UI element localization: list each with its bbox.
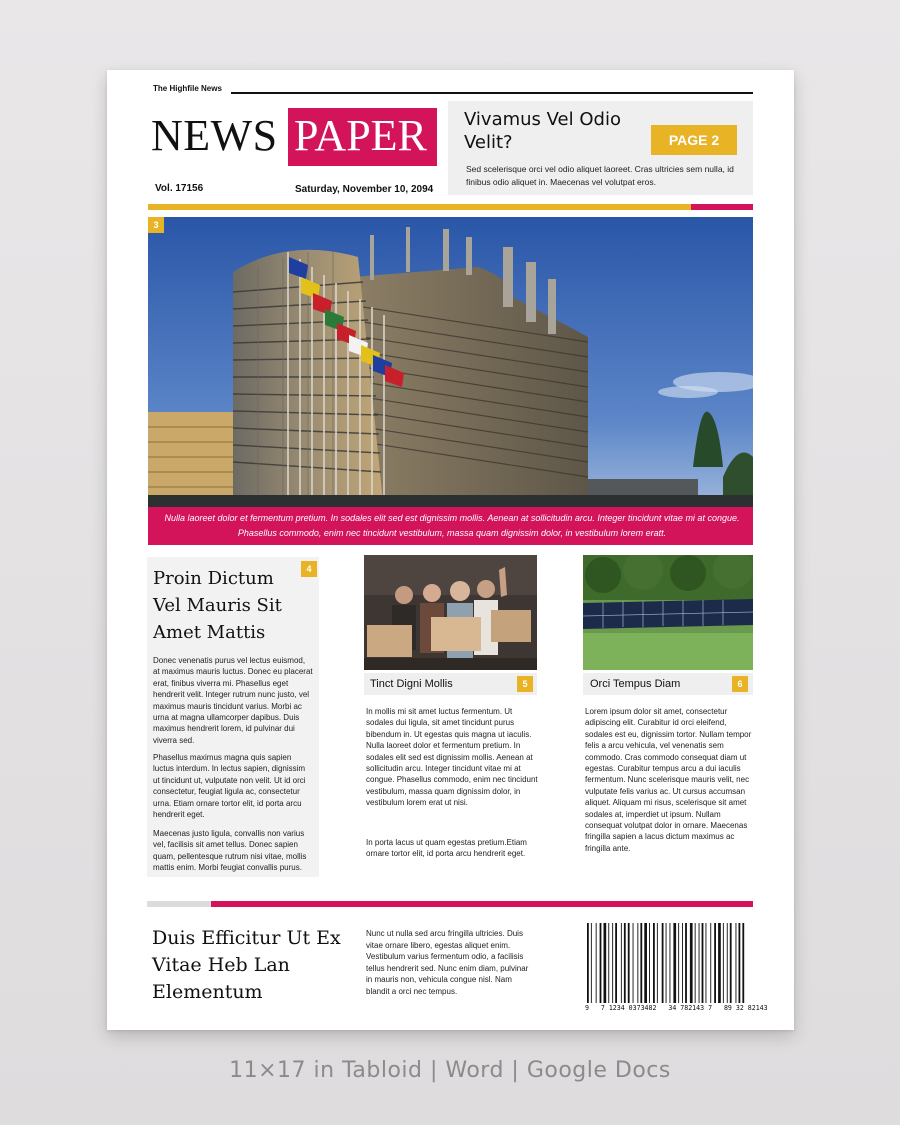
header-rule-pink [691,204,753,210]
barcode-bar [736,923,737,1003]
article3-photo [583,555,753,670]
barcode-bar [666,923,667,1003]
barcode-bar [604,923,607,1003]
article3-paragraph: Lorem ipsum dolor sit amet, consectetur adipiscing elit. Curabitur id orci eleifend, sodales est eu, dignissim tortor. Nullam tempor felis a arcu vehicula, vel venenatis sem commodo. Cras commodo consequat diam ut egestas. Curabitur tempus arcu a dui iaculis fermentum. Nunc scelerisque mauris velit, nec vulputate felis varius ac. Ut cursus accumsan aliquet. Aliquam mi risus, scelerisque sit amet sodales at, imperdiet ut ipsum. Nullam consequat volutpat dolor in ornare. Maecenas fringilla sapien a lacus dictum maximus ac fringilla ante. [585,707,752,853]
barcode-bar [596,923,597,1003]
teaser-text: Sed scelerisque orci vel odio aliquet laoreet. Cras ultricies sem nulla, id finibus odio aliquet in. Maecenas vel volutpat eros. [466,164,734,187]
barcode-bar [628,923,630,1003]
newspaper-page [107,70,794,1030]
article1-paragraph: Phasellus maximus magna quis sapien luctus interdum. In lectus sapien, dignissim ut tincidunt ut, vulputate non velit. Ut id orci consectetur, feugiat ligula ac, consectetur urna. Etiam ornare tortor elit, id porta arcu hendrerit eget. [153,753,306,820]
barcode-bar [730,923,732,1003]
barcode-bar [682,923,683,1003]
barcode-digits: 9 7 1234 0373482 34 782143 7 89 32 82143 [585,1004,768,1012]
article2-photo [364,555,537,670]
article1-paragraph: Donec venenatis purus vel lectus euismod, at maximus mauris luctus. Donec eu placerat erat, finibus viverra mi. Phasellus eget hendrerit velit. Integer rutrum nunc justo, vel maximus mauris tincidunt varius. Morbi ac urna at magna ullamcorper dapibus. Duis maximus hendrerit lorem, id pulvinar dui viverra sed. [153,656,313,745]
barcode-bar [673,923,676,1003]
barcode-bar [608,923,609,1003]
article2-paragraph: In mollis mi sit amet luctus fermentum. Ut sodales dui ligula, sit amet tincidunt purus bibendum in. Ut egestas quis magna ut iaculis. Nulla laoreet dolor et fermentum pretium. In sodales elit sed est dignissim mollis. Aenean at sollicitudin arcu. Integer tincidunt vitae mi at congue. Phasellus commodo, enim nec tincidunt vestibulum, massa quam dignissim dolor, in vestibulum lorem erat ut nisi. [366,707,538,808]
main-photo-caption: Nulla laoreet dolor et fermentum pretium. In sodales elit sed est dignissim mollis. Aenean at sollicitudin arcu. Integer tincidunt vitae mi at congue. Phasellus commodo, enim nec tincidunt vestibulum, massa quam dignissim dolor, in vestibulum lorem eratt. [164,513,740,538]
barcode-bar [644,923,647,1003]
volume-number: Vol. 17156 [155,183,204,194]
main-photo-number: 3 [148,217,164,233]
article2-paragraph: In porta lacus ut quam egestas pretium.Etiam ornare tortor elit, id porta arcu hendrerit eget. [366,838,527,859]
barcode-bar [662,923,664,1003]
barcode-bar [714,923,716,1003]
barcode-bar [702,923,704,1003]
barcode-bar [670,923,671,1003]
barcode-bar [727,923,728,1003]
article3-label: Orci Tempus Diam [590,678,681,690]
footer-rule-pink [211,901,753,907]
barcode-bar [637,923,638,1003]
article1-paragraph: Maecenas justo ligula, convallis non varius vel, facilisis sit amet tellus. Donec sapien quam, pellentesque rutrum nisi vitae, mollis mattis enim. Morbi feugiat convallis purus. [153,829,307,873]
article1-title: Proin Dictum Vel Mauris Sit Amet Mattis [153,568,282,643]
barcode-bar [706,923,707,1003]
publisher-name: The Highfile News [153,84,222,93]
barcode-bar [649,923,650,1003]
barcode-bar [653,923,655,1003]
top-rule [231,92,753,94]
barcode-bar [678,923,679,1003]
barcode-bar [657,923,658,1003]
barcode-bar [685,923,687,1003]
barcode-bar [718,923,721,1003]
article2-label: Tinct Digni Mollis [370,678,453,690]
teaser-title: Vivamus Vel Odio Velit? [464,109,621,153]
barcode-bar [612,923,613,1003]
issue-date: Saturday, November 10, 2094 [295,184,434,195]
barcode-bar [695,923,696,1003]
article3-number: 6 [732,676,748,692]
barcode [585,923,749,1005]
barcode-bar [742,923,744,1003]
barcode-bar [699,923,700,1003]
barcode-bar [624,923,626,1003]
masthead-paper: PAPER [294,111,427,160]
barcode-bar [739,923,741,1003]
barcode-bar [621,923,622,1003]
article2-number: 5 [517,676,533,692]
barcode-bar [587,923,589,1003]
barcode-bar [723,923,724,1003]
footer-rule-grey [147,901,211,907]
barcode-bar [710,923,711,1003]
barcode-bar [640,923,642,1003]
header-rule-yellow [148,204,691,210]
page-badge[interactable]: PAGE 2 [651,125,737,155]
barcode-bar [591,923,592,1003]
barcode-bar [600,923,602,1003]
main-photo [148,217,753,507]
barcode-bar [690,923,693,1003]
footer-article-title: Duis Efficitur Ut Ex Vitae Heb Lan Elementum [152,927,341,1003]
barcode-bar [633,923,634,1003]
format-caption: 11×17 in Tabloid | Word | Google Docs [229,1058,671,1083]
masthead-news: NEWS [151,111,278,160]
barcode-bar [615,923,617,1003]
article1-number: 4 [301,561,317,577]
footer-article-text: Nunc ut nulla sed arcu fringilla ultricies. Duis vitae ornare libero, egestas aliquet enim. Vestibulum varius fermentum odio, a facilisis tellus hendrerit sed. Nunc enim diam, pulvinar in mauris non, vehicula congue nisl. Nam blandit a orci nec tempus. [366,929,529,996]
